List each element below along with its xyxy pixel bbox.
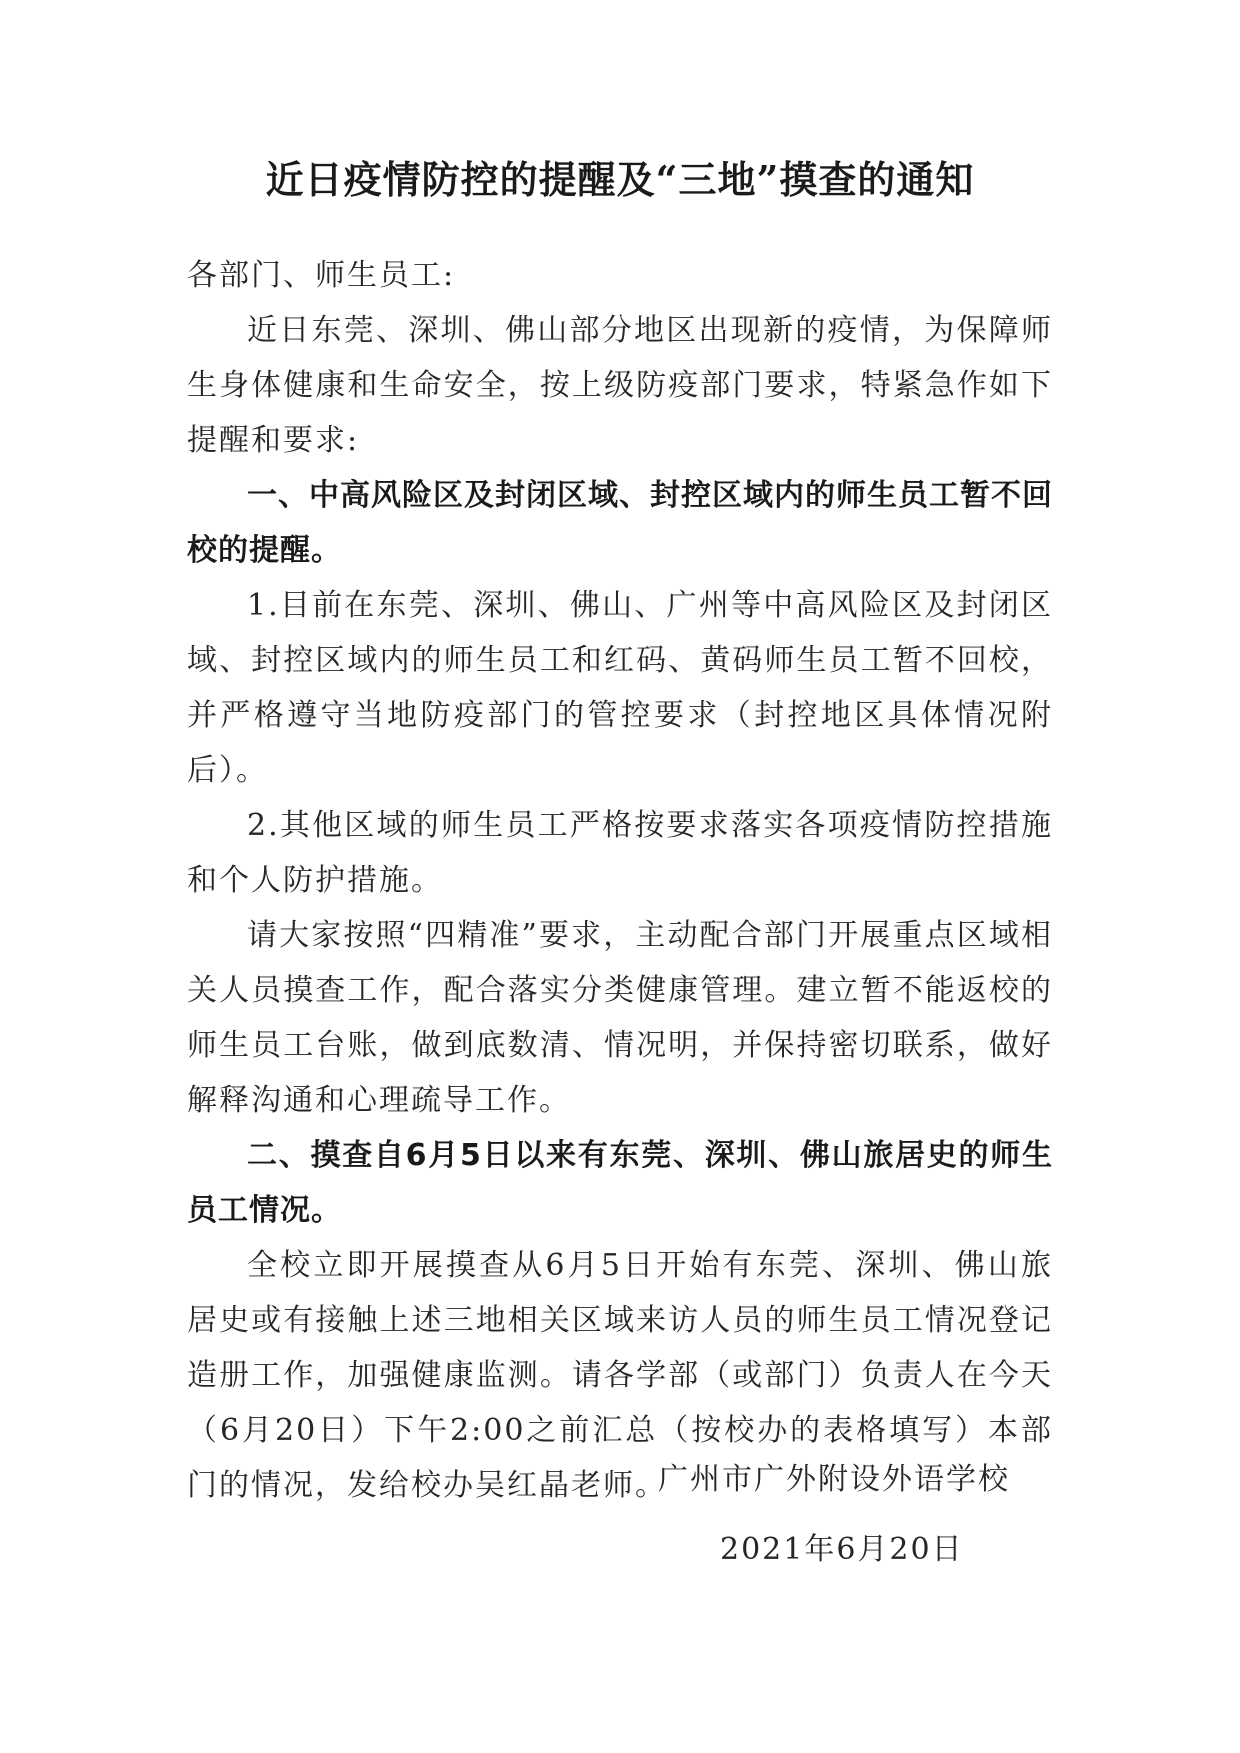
list-item-1: 1.目前在东莞、深圳、佛山、广州等中高风险区及封闭区域、封控区域内的师生员工和红码、黄码师生员工暂不回校，并严格遵守当地防疫部门的管控要求（封控地区具体情况附后）。	[187, 588, 1053, 788]
document-body	[187, 248, 1053, 1513]
section-heading-2: 二、摸查自6月5日以来有东莞、深圳、佛山旅居史的师生员工情况。	[187, 1138, 1053, 1228]
signature-block	[640, 1445, 1040, 1585]
signature-date: 2021年6月20日	[720, 1532, 964, 1567]
four-precision-paragraph: 请大家按照“四精准”要求，主动配合部门开展重点区域相关人员摸查工作，配合落实分类健康管理。建立暂不能返校的师生员工台账，做到底数清、情况明，并保持密切联系，做好解释沟通和心理疏导工作。	[187, 918, 1053, 1118]
list-item-2: 2.其他区域的师生员工严格按要求落实各项疫情防控措施和个人防护措施。	[187, 808, 1053, 898]
section-heading-1: 一、中高风险区及封闭区域、封控区域内的师生员工暂不回校的提醒。	[187, 478, 1053, 568]
intro-paragraph: 近日东莞、深圳、佛山部分地区出现新的疫情，为保障师生身体健康和生命安全，按上级防疫部门要求，特紧急作如下提醒和要求:	[187, 313, 1053, 458]
check-paragraph: 全校立即开展摸查从6月5日开始有东莞、深圳、佛山旅居史或有接触上述三地相关区域来访人员的师生员工情况登记造册工作，加强健康监测。请各学部（或部门）负责人在今天（6月20日）下午2:00之前汇总（按校办的表格填写）本部门的情况，发给校办吴红晶老师。	[187, 1248, 1053, 1503]
signature-organization: 广州市广外附设外语学校	[658, 1462, 1010, 1497]
document-title: 近日疫情防控的提醒及“三地”摸查的通知	[265, 157, 975, 202]
salutation: 各部门、师生员工:	[187, 258, 456, 293]
